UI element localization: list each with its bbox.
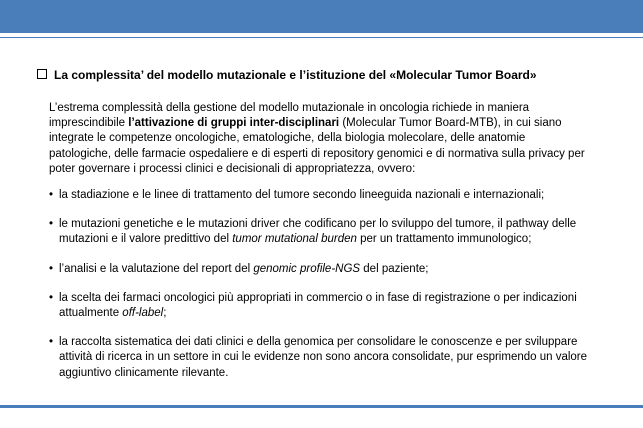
bullet-text: del paziente; (360, 262, 429, 275)
bullet-italic-text: off-label (122, 307, 164, 320)
bullet-italic-text: tumor mutational burden (232, 233, 357, 246)
bullet-text: l’analisi e la valutazione del report del (59, 262, 254, 275)
bullet-text: le mutazioni genetiche e le mutazioni driver che codificano per lo sviluppo del tumore, il pathway delle mutazioni e il valore predittivo del (59, 218, 577, 246)
intro-text-1: L’estrema complessità della gestione del modello mutazionale in oncologia richiede in maniera imprescindibile (49, 102, 530, 130)
bullet-item-data-collection (49, 335, 609, 381)
bullet-item-drugs (49, 291, 609, 321)
bullet-text: ; (163, 307, 167, 320)
bullet-text: la stadiazione e le linee di trattamento del tumore secondo lineeguida nazionali e internazionali; (59, 189, 545, 201)
bullet-item-mutations (49, 217, 609, 247)
bullet-text: la scelta dei farmaci oncologici più appropriati in commercio o in fase di registrazione o per indicazioni attualmente (59, 291, 577, 320)
footer-rule (0, 405, 643, 408)
bullet-list (49, 188, 609, 381)
intro-text-2: (Molecular Tumor Board-MTB), in cui siano integrate le competenze oncologiche, ematologiche, della biologia molecolare, delle anatomie patologiche, delle farmacie ospedaliere e di esperti di repository genomici e di normativa sulla privacy per poter governare i processi clinici e decisionali di appropriatezza, ovvero: (49, 117, 585, 175)
bullet-text: per un trattamento immunologico; (356, 233, 532, 246)
checkbox-bullet-icon (37, 69, 47, 79)
bullet-italic-text: genomic profile-NGS (253, 262, 361, 275)
section-heading (37, 68, 537, 82)
section-heading-text: La complessita’ del modello mutazionale e l’istituzione del «Molecular Tumor Board» (54, 68, 537, 82)
bullet-text: la raccolta sistematica dei dati clinici e della genomica per consolidare le conoscenze e per sviluppare attività di ricerca in un settore in cui le evidenze non sono ancora consolidate, pur esprimendo un valore aggiuntivo clinicamente rilevante. (59, 336, 588, 379)
header-band (0, 0, 643, 33)
intro-bold-text: l’attivazione di gruppi inter-disciplinari (128, 117, 340, 130)
bullet-item-staging (49, 188, 609, 203)
header-rule (0, 37, 643, 38)
bullet-item-report (49, 262, 609, 277)
intro-paragraph (49, 101, 589, 177)
